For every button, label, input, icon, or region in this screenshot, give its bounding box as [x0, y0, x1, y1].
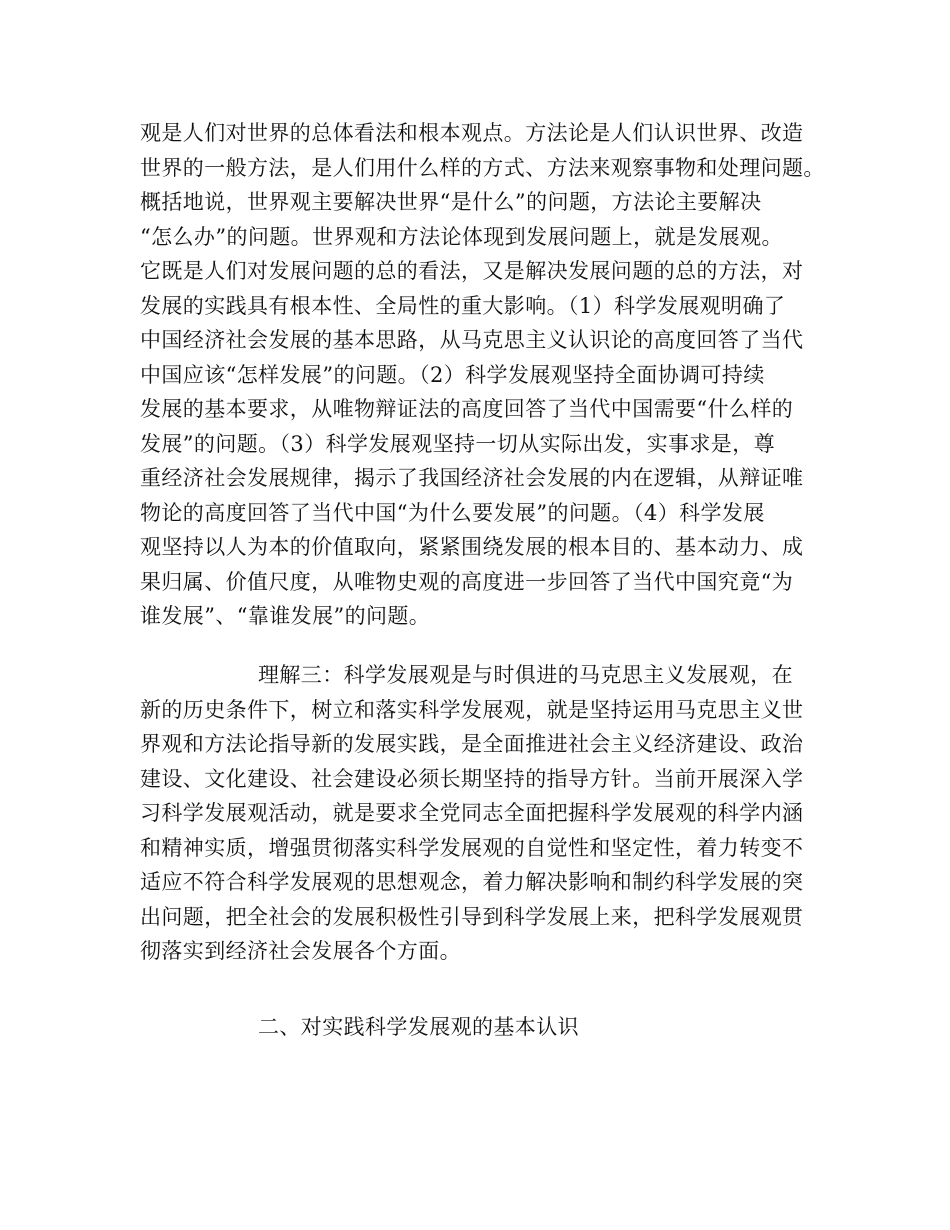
paragraph-line: 理解三：科学发展观是与时俱进的马克思主义发展观，在 — [258, 663, 793, 687]
paragraph-line: 新的历史条件下，树立和落实科学发展观，就是坚持运用马克思主义世 — [140, 697, 804, 722]
section-heading: 二、对实践科学发展观的基本认识 — [258, 1015, 579, 1039]
paragraph-worldview — [140, 116, 825, 634]
paragraph-line: 它既是人们对发展问题的总的看法，又是解决发展问题的总的方法，对 — [140, 259, 804, 283]
paragraph-line: 适应不符合科学发展观的思想观念，着力解决影响和制约科学发展的突 — [140, 870, 804, 894]
paragraph-line: 发展的实践具有根本性、全局性的重大影响。（1）科学发展观明确了 — [140, 293, 786, 318]
paragraph-line: 习科学发展观活动，就是要求全党同志全面把握科学发展观的科学内涵 — [140, 801, 804, 825]
paragraph-understanding-three — [140, 658, 820, 969]
paragraph-line: 概括地说，世界观主要解决世界“是什么”的问题，方法论主要解决 — [140, 190, 762, 214]
paragraph-line: “怎么办”的问题。世界观和方法论体现到发展问题上，就是发展观。 — [140, 224, 783, 249]
paragraph-line: 物论的高度回答了当代中国“为什么要发展”的问题。（4）科学发展 — [140, 500, 765, 525]
paragraph-line: 出问题，把全社会的发展积极性引导到科学发展上来，把科学发展观贯 — [140, 904, 804, 929]
paragraph-line: 发展的基本要求，从唯物辩证法的高度回答了当代中国需要“什么样的 — [140, 397, 794, 421]
paragraph-line: 果归属、价值尺度，从唯物史观的高度进一步回答了当代中国究竟“为 — [140, 569, 794, 594]
paragraph-line: 和精神实质，增强贯彻落实科学发展观的自觉性和坚定性，着力转变不 — [140, 835, 804, 860]
paragraph-line: 观是人们对世界的总体看法和根本观点。方法论是人们认识世界、改造 — [140, 121, 804, 145]
paragraph-line: 谁发展”、“靠谁发展”的问题。 — [140, 604, 431, 628]
paragraph-line: 界观和方法论指导新的发展实践，是全面推进社会主义经济建设、政治 — [140, 732, 804, 756]
paragraph-line: 重经济社会发展规律，揭示了我国经济社会发展的内在逻辑，从辩证唯 — [140, 466, 804, 490]
paragraph-line: 观坚持以人为本的价值取向，紧紧围绕发展的根本目的、基本动力、成 — [140, 535, 804, 559]
paragraph-line: 建设、文化建设、社会建设必须长期坚持的指导方针。当前开展深入学 — [140, 766, 804, 791]
paragraph-line: 世界的一般方法，是人们用什么样的方式、方法来观察事物和处理问题。 — [140, 155, 825, 180]
paragraph-line: 中国应该“怎样发展”的问题。（2）科学发展观坚持全面协调可持续 — [140, 362, 765, 387]
paragraph-line: 中国经济社会发展的基本思路，从马克思主义认识论的高度回答了当代 — [140, 328, 804, 352]
paragraph-line: 彻落实到经济社会发展各个方面。 — [140, 939, 461, 963]
paragraph-line: 发展”的问题。（3）科学发展观坚持一切从实际出发，实事求是，尊 — [140, 431, 775, 456]
